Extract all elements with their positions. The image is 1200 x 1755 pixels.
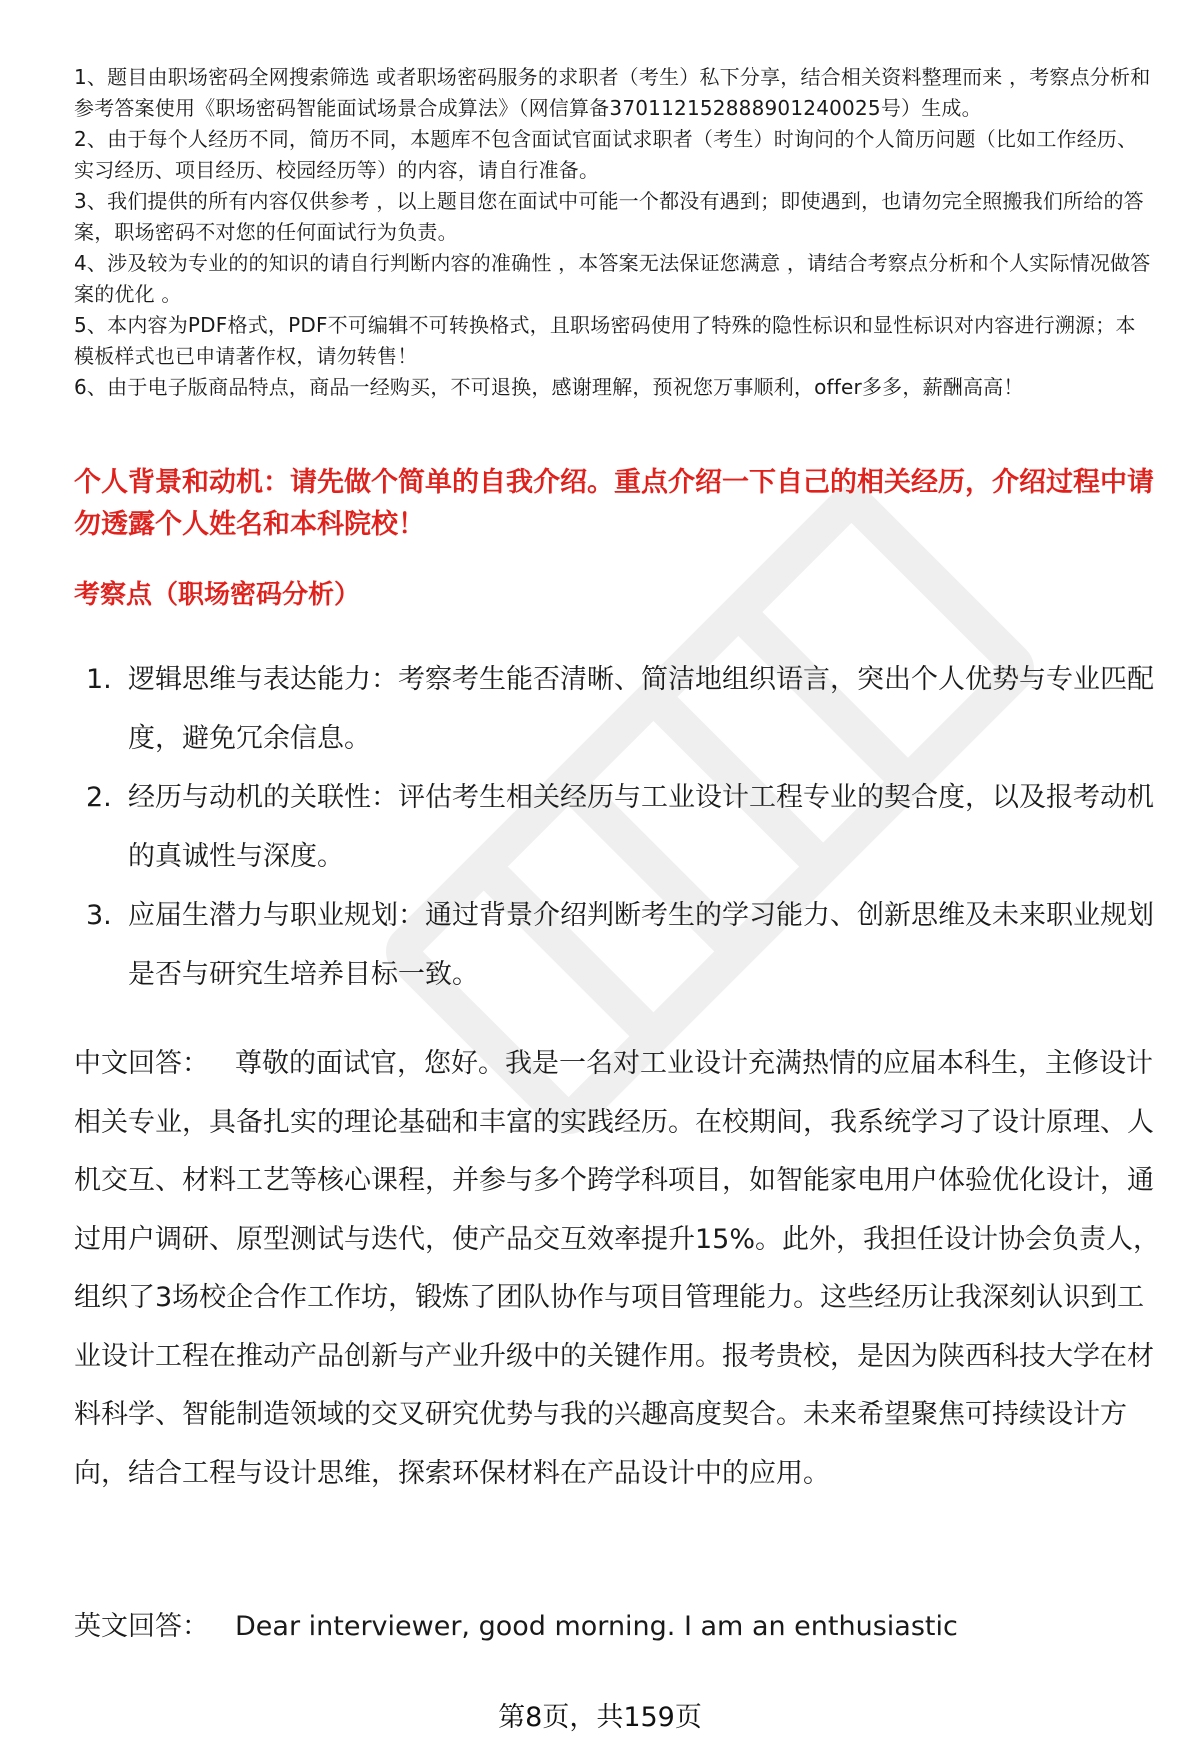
page-footer: 第8页，共159页 [498,1702,702,1733]
point-number: 1. [86,664,112,695]
answer-text: 尊敬的面试官，您好。我是一名对工业设计充满热情的应届本科生，主修设计相关专业，具备扎实的理论基础和丰富的实践经历。在校期间，我系统学习了设计原理、人机交互、材料工艺等核心课程，并参与多个跨学科项目，如智能家电用户体验优化设计，通过用户调研、原型测试与迭代，使产品交互效率提升15%。此外，我担任设计协会负责人，组织了3场校企合作工作坊，锻炼了团队协作与项目管理能力。这些经历让我深刻认识到工业设计工程在推动产品创新与产业升级中的关键作用。报考贵校，是因为陕西科技大学在材料科学、智能制造领域的交叉研究优势与我的兴趣高度契合。未来希望聚焦可持续设计方向，结合工程与设计思维，探索环保材料在产品设计中的应用。 [74,1048,1161,1489]
answer-label: 英文回答： [74,1611,209,1642]
analysis-point [74,650,1154,768]
question-heading: 个人背景和动机：请先做个简单的自我介绍。重点介绍一下自己的相关经历，介绍过程中请勿透露个人姓名和本科院校！ [74,467,1154,540]
point-text: 经历与动机的关联性：评估考生相关经历与工业设计工程专业的契合度，以及报考动机的真诚性与深度。 [128,782,1154,872]
note-item: 2、由于每个人经历不同，简历不同，本题库不包含面试官面试求职者（考生）时询问的个人简历问题（比如工作经历、实习经历、项目经历、校园经历等）的内容，请自行准备。 [74,127,1138,182]
note-item: 6、由于电子版商品特点，商品一经购买，不可退换，感谢理解，预祝您万事顺利，offer多多，薪酬高高！ [74,375,1024,399]
note-item: 5、本内容为PDF格式，PDF不可编辑不可转换格式，且职场密码使用了特殊的隐性标识和显性标识对内容进行溯源；本模板样式也已申请著作权，请勿转售！ [74,313,1136,368]
analysis-heading: 考察点（职场密码分析） [74,580,361,610]
point-text: 应届生潜力与职业规划：通过背景介绍判断考生的学习能力、创新思维及未来职业规划是否与研究生培养目标一致。 [128,900,1154,990]
note-item: 4、涉及较为专业的的知识的请自行判断内容的准确性 ，本答案无法保证您满意 ，请结合考察点分析和个人实际情况做答案的优化 。 [74,251,1151,306]
point-number: 2. [86,782,112,813]
answer-text: Dear interviewer, good morning. I am an enthusiastic [235,1611,958,1642]
note-item: 3、我们提供的所有内容仅供参考 ，以上题目您在面试中可能一个都没有遇到；即使遇到，也请勿完全照搬我们所给的答案，职场密码不对您的任何面试行为负责。 [74,189,1144,244]
note-item: 1、题目由职场密码全网搜索筛选 或者职场密码服务的求职者（考生）私下分享，结合相关资料整理而来 ，考察点分析和参考答案使用《职场密码智能面试场景合成算法》（网信算备370112152888901240025号）生成。 [74,65,1151,120]
analysis-point [74,768,1154,886]
answer-english [74,1598,1164,1657]
point-number: 3. [86,900,112,931]
analysis-point [74,886,1154,1004]
analysis-points [74,650,1154,1004]
answer-chinese [74,1035,1164,1503]
answer-label: 中文回答： [74,1048,209,1079]
point-text: 逻辑思维与表达能力：考察考生能否清晰、简洁地组织语言，突出个人优势与专业匹配度，避免冗余信息。 [128,664,1154,754]
disclaimer-notes [74,62,1154,403]
